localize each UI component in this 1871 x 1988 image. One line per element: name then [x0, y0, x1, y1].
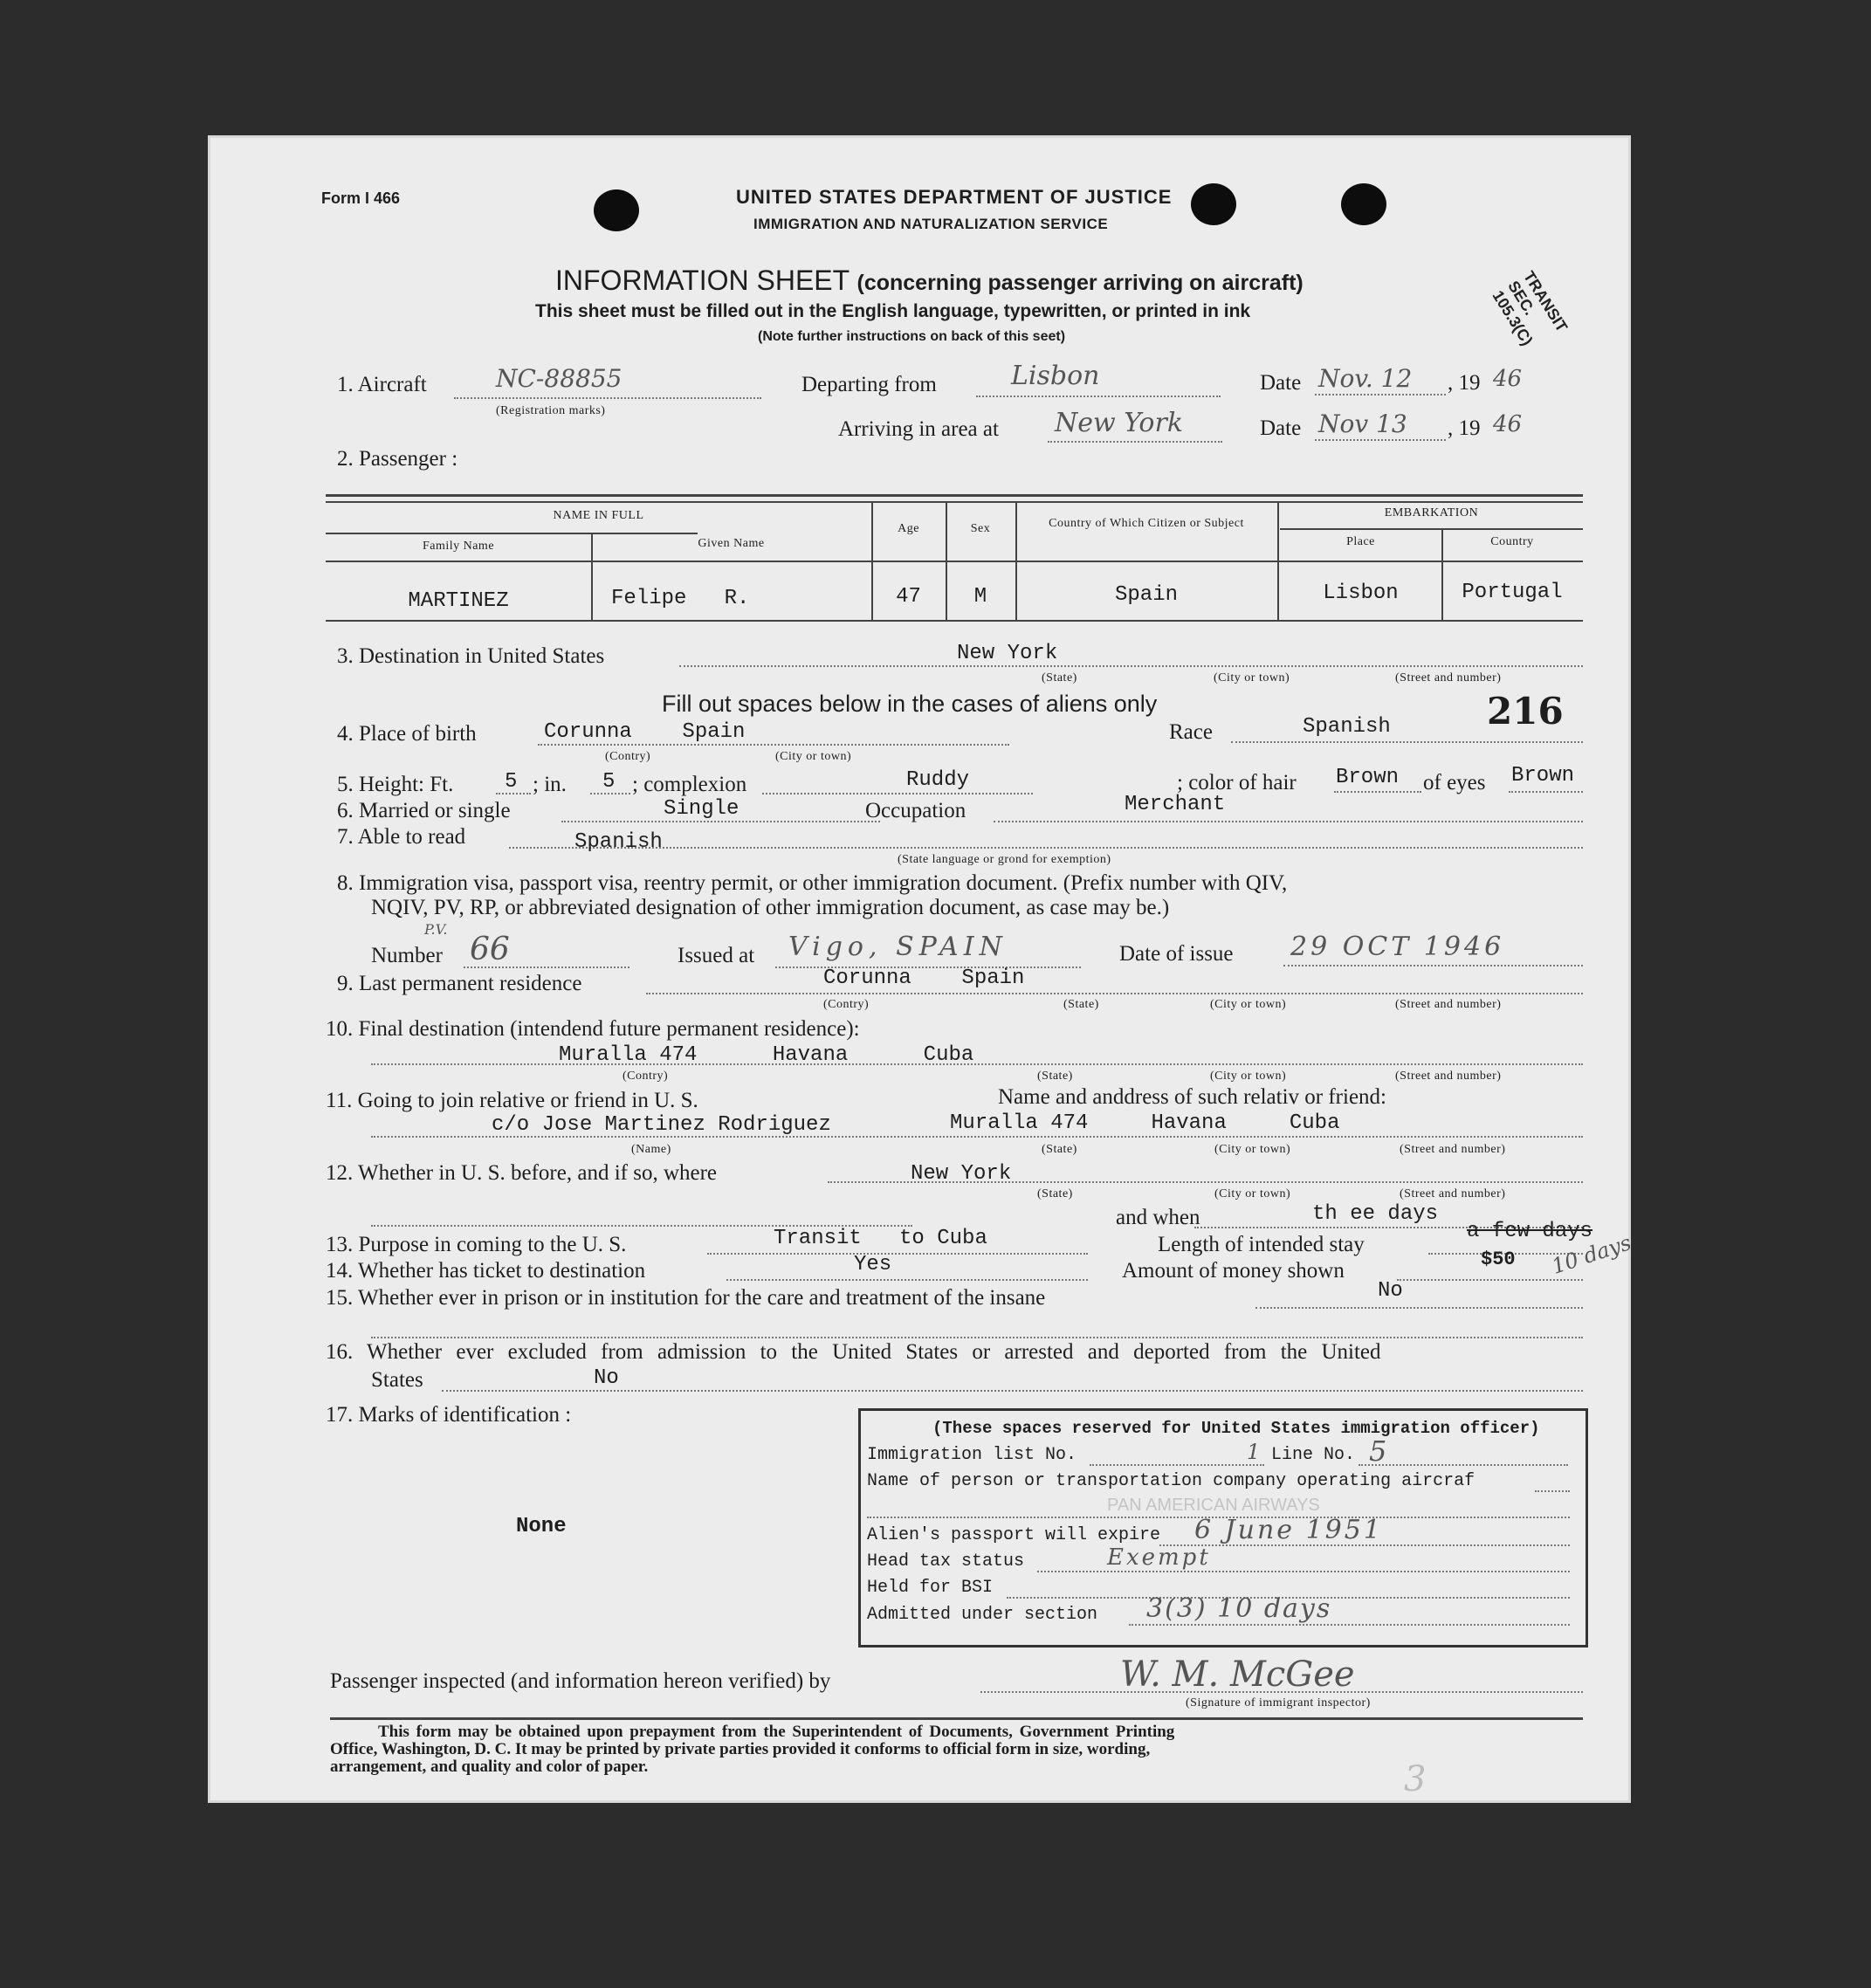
punch-hole	[594, 189, 639, 231]
residence-value: Corunna Spain	[823, 966, 1025, 990]
departing-label: Departing from	[801, 373, 937, 396]
sub-city: (City or town)	[1214, 671, 1290, 684]
signature-sublabel: (Signature of immigrant inspector)	[1186, 1696, 1371, 1709]
header-age: Age	[898, 522, 919, 535]
sub-city: (City or town)	[1210, 1070, 1287, 1083]
sub-street: (Street and number)	[1400, 1187, 1506, 1200]
underline	[679, 665, 1583, 667]
underline	[646, 993, 1583, 994]
sub-state: (State)	[1037, 1070, 1073, 1083]
underline	[538, 744, 1009, 746]
instruction-note: (Note further instructions on back of this seet)	[758, 329, 1066, 344]
header-place: Place	[1346, 535, 1375, 548]
instruction: This sheet must be filled out in the English language, typewritten, or printed in ink	[535, 301, 1251, 321]
money-value: $50	[1481, 1249, 1516, 1270]
table-rule	[1280, 528, 1583, 530]
table-rule	[326, 620, 1583, 622]
footer-note-line3: arrangement, and quality and color of paper.	[330, 1758, 649, 1776]
table-col-rule	[1277, 501, 1279, 620]
underline	[371, 1337, 1583, 1338]
before-label: 12. Whether in U. S. before, and if so, where	[326, 1161, 718, 1185]
cell-given-name: Felipe R.	[611, 587, 750, 610]
officer-section-label: Admitted under section	[867, 1605, 1098, 1625]
race-label: Race	[1169, 720, 1213, 744]
sub-state: (State)	[1042, 1143, 1077, 1156]
occupation-value: Merchant	[1125, 793, 1226, 816]
header-sex: Sex	[970, 522, 991, 535]
footer-rule	[330, 1717, 1583, 1720]
inspector-signature: W. M. McGee	[1120, 1654, 1355, 1695]
hair-value: Brown	[1336, 766, 1400, 789]
complexion-label: ; complexion	[632, 773, 747, 796]
underline	[1359, 1464, 1568, 1466]
number-prefix: P.V.	[424, 921, 448, 938]
underline	[509, 847, 1583, 849]
purpose-value: Transit to Cuba	[774, 1227, 987, 1250]
ticket-value: Yes	[854, 1253, 892, 1276]
destination-value: New York	[957, 642, 1058, 665]
cell-country: Portugal	[1462, 581, 1563, 604]
before-value: New York	[911, 1162, 1012, 1186]
punch-hole	[1341, 183, 1386, 225]
height-label: 5. Height: Ft.	[337, 773, 454, 796]
footer-note-line1: This form may be obtained upon prepayment from the Superintendent of Documents, Government Printing	[378, 1723, 1175, 1741]
header-country-citizen: Country of Which Citizen or Subject	[1049, 517, 1244, 530]
aliens-note: Fill out spaces below in the cases of aliens only	[662, 691, 1158, 717]
page-mark: 3	[1404, 1759, 1427, 1799]
date1-label: Date	[1260, 371, 1302, 395]
underline	[1283, 965, 1583, 966]
header-embarkation: EMBARKATION	[1384, 506, 1479, 519]
cell-sex: M	[973, 585, 987, 609]
race-value: Spanish	[1303, 715, 1391, 739]
agency-name: UNITED STATES DEPARTMENT OF JUSTICE	[736, 186, 1173, 208]
departing-value: Lisbon	[1011, 361, 1100, 391]
table-rule	[326, 561, 1583, 562]
date2-value: Nov 13	[1318, 409, 1407, 438]
list-number: 216	[1487, 690, 1564, 733]
underline	[1315, 439, 1446, 441]
underline	[1255, 1307, 1583, 1309]
officer-operator-label: Name of person or transportation company operating aircraf	[867, 1471, 1475, 1491]
ticket-label: 14. Whether has ticket to destination	[326, 1259, 646, 1283]
officer-operator-value: PAN AMERICAN AIRWAYS	[1107, 1496, 1320, 1515]
transit-stamp: TRANSIT SEC. 105.3(C)	[1489, 268, 1572, 349]
cell-family-name: MARTINEZ	[408, 589, 509, 613]
officer-list-label: Immigration list No.	[867, 1445, 1077, 1465]
underline	[1509, 791, 1583, 793]
sub-state: (State)	[1063, 998, 1099, 1011]
complexion-value: Ruddy	[906, 768, 970, 792]
number-value: 66	[470, 932, 510, 967]
height-in-label: ; in.	[533, 773, 567, 796]
officer-headtax-value: Exempt	[1107, 1544, 1211, 1571]
underline	[976, 396, 1221, 397]
underline	[1090, 1464, 1264, 1466]
final-destination-label: 10. Final destination (intendend future permanent residence):	[326, 1017, 860, 1041]
eyes-label: of eyes	[1423, 771, 1486, 795]
read-value: Spanish	[574, 830, 663, 854]
height-in: 5	[602, 770, 616, 794]
year1-prefix: , 19	[1448, 371, 1481, 395]
aircraft-value: NC-88855	[496, 364, 623, 393]
underline	[454, 397, 761, 399]
underline	[707, 1253, 1088, 1255]
when-label: and when	[1116, 1206, 1200, 1229]
underline	[1231, 741, 1583, 743]
officer-passport-value: 6 June 1951	[1194, 1515, 1383, 1545]
final-destination-value: Muralla 474 Havana Cuba	[559, 1043, 974, 1067]
sub-street: (Street and number)	[1395, 671, 1502, 684]
underline	[1048, 441, 1222, 443]
cell-citizen: Spain	[1114, 583, 1178, 607]
sub-name: (Name)	[631, 1143, 671, 1156]
sub-street: (Street and number)	[1395, 1070, 1502, 1083]
registration-sublabel: (Registration marks)	[496, 404, 606, 417]
header-given-name: Given Name	[698, 537, 765, 550]
underline	[1315, 394, 1446, 396]
married-value: Single	[664, 797, 739, 821]
issued-label: Issued at	[678, 944, 755, 967]
arriving-label: Arriving in area at	[838, 417, 999, 441]
officer-line-label: Line No.	[1271, 1445, 1356, 1465]
sub-street: (Street and number)	[1395, 998, 1502, 1011]
year2-value: 46	[1493, 411, 1523, 437]
underline	[1129, 1624, 1570, 1626]
service-name: IMMIGRATION AND NATURALIZATION SERVICE	[753, 216, 1109, 232]
issued-value: Vigo, SPAIN	[788, 932, 1008, 962]
purpose-label: 13. Purpose in coming to the U. S.	[326, 1233, 627, 1256]
underline	[371, 1063, 1583, 1065]
birthplace-label: 4. Place of birth	[337, 722, 477, 746]
footer-note-line2: Office, Washington, D. C. It may be printed by private parties provided it conforms to official form in size, wording,	[330, 1740, 1151, 1758]
sub-state: (State)	[1042, 671, 1077, 684]
underline	[1535, 1490, 1570, 1492]
stay-handwritten: 10 days	[1548, 1230, 1634, 1279]
date1-value: Nov. 12	[1318, 364, 1413, 393]
excluded-label-line1: 16. Whether ever excluded from admission to the United States or arrested and deported from the United	[326, 1340, 1381, 1364]
hair-label: ; color of hair	[1177, 771, 1297, 795]
header-family-name: Family Name	[422, 540, 495, 553]
header-name-in-full: NAME IN FULL	[553, 509, 644, 522]
title-main: INFORMATION SHEET	[555, 265, 850, 296]
document-label-line2: NQIV, PV, RP, or abbreviated designation of other immigration document, as case may be.)	[371, 896, 1170, 919]
underline	[726, 1279, 1088, 1281]
occupation-label: Occupation	[865, 799, 966, 822]
underline	[994, 821, 1583, 822]
table-rule	[326, 533, 698, 534]
money-label: Amount of money shown	[1122, 1259, 1345, 1283]
table-rule	[326, 501, 1583, 503]
cell-place: Lisbon	[1323, 581, 1399, 605]
document-label-line1: 8. Immigration visa, passport visa, reentry permit, or other immigration document. (Prefix number with QIV,	[337, 871, 1288, 895]
sub-city: (City or town)	[1210, 998, 1287, 1011]
sub-street: (Street and number)	[1400, 1143, 1506, 1156]
underline	[561, 821, 880, 822]
sub-city: (City or town)	[775, 750, 852, 763]
sub-city: (City or town)	[1214, 1143, 1291, 1156]
table-rule	[326, 494, 1583, 497]
marks-value: None	[516, 1515, 567, 1538]
officer-section-value: 3(3) 10 days	[1146, 1593, 1332, 1624]
residence-label: 9. Last permanent residence	[337, 972, 582, 995]
married-label: 6. Married or single	[337, 799, 511, 822]
sub-contry: (Contry)	[605, 750, 651, 763]
sub-city: (City or town)	[1214, 1187, 1291, 1200]
issue-date-label: Date of issue	[1119, 942, 1234, 966]
height-ft: 5	[505, 770, 518, 794]
aircraft-label: 1. Aircraft	[337, 373, 427, 396]
stay-value: a few days	[1467, 1220, 1593, 1243]
underline	[1334, 791, 1421, 793]
year1-value: 46	[1493, 366, 1523, 392]
sub-contry: (Contry)	[623, 1070, 669, 1083]
join-label: 11. Going to join relative or friend in U. S.	[326, 1089, 698, 1112]
title-note: (concerning passenger arriving on aircraft)	[856, 271, 1304, 295]
inspected-label: Passenger inspected (and information hereon verified) by	[330, 1669, 831, 1693]
arriving-value: New York	[1055, 408, 1183, 438]
form-title	[555, 265, 1304, 297]
excluded-label-line2: States	[371, 1368, 423, 1392]
year2-prefix: , 19	[1448, 416, 1481, 440]
prison-value: No	[1378, 1279, 1403, 1303]
number-label: Number	[371, 944, 443, 967]
officer-bsi-label: Held for BSI	[867, 1578, 994, 1598]
marks-label: 17. Marks of identification :	[326, 1403, 572, 1427]
prison-label: 15. Whether ever in prison or in institution for the care and treatment of the insane	[326, 1286, 1046, 1310]
passenger-label: 2. Passenger :	[337, 447, 458, 471]
header-emb-country: Country	[1490, 535, 1534, 548]
underline	[442, 1390, 1583, 1392]
destination-label: 3. Destination in United States	[337, 644, 605, 668]
punch-hole	[1191, 183, 1236, 225]
read-label: 7. Able to read	[337, 825, 466, 849]
underline	[1037, 1571, 1570, 1572]
officer-line-value: 5	[1369, 1434, 1387, 1468]
underline	[762, 793, 1033, 795]
form-sheet	[208, 135, 1634, 1803]
eyes-value: Brown	[1511, 764, 1575, 788]
form-number: Form I 466	[321, 189, 401, 207]
officer-passport-label: Alien's passport will expire	[867, 1525, 1161, 1545]
date2-label: Date	[1260, 416, 1302, 440]
officer-headtax-label: Head tax status	[867, 1551, 1025, 1572]
sub-contry: (Contry)	[823, 998, 870, 1011]
join-value-2: Muralla 474 Havana Cuba	[950, 1111, 1340, 1135]
read-sublabel: (State language or grond for exemption)	[898, 853, 1111, 866]
cell-age: 47	[896, 585, 921, 609]
birthplace-value: Corunna Spain	[544, 720, 746, 744]
underline	[1397, 1279, 1583, 1281]
issue-date-value: 29 OCT 1946	[1290, 932, 1505, 962]
when-value: th ee days	[1312, 1202, 1439, 1226]
join-value: c/o Jose Martinez Rodriguez	[492, 1113, 831, 1137]
sub-state: (State)	[1037, 1187, 1073, 1200]
join-label-2: Name and anddress of such relativ or friend:	[998, 1085, 1386, 1109]
officer-list-value: 1	[1247, 1440, 1261, 1464]
excluded-value: No	[594, 1366, 619, 1390]
stay-label: Length of intended stay	[1158, 1233, 1365, 1256]
officer-box-title: (These spaces reserved for United States immigration officer)	[932, 1419, 1540, 1438]
